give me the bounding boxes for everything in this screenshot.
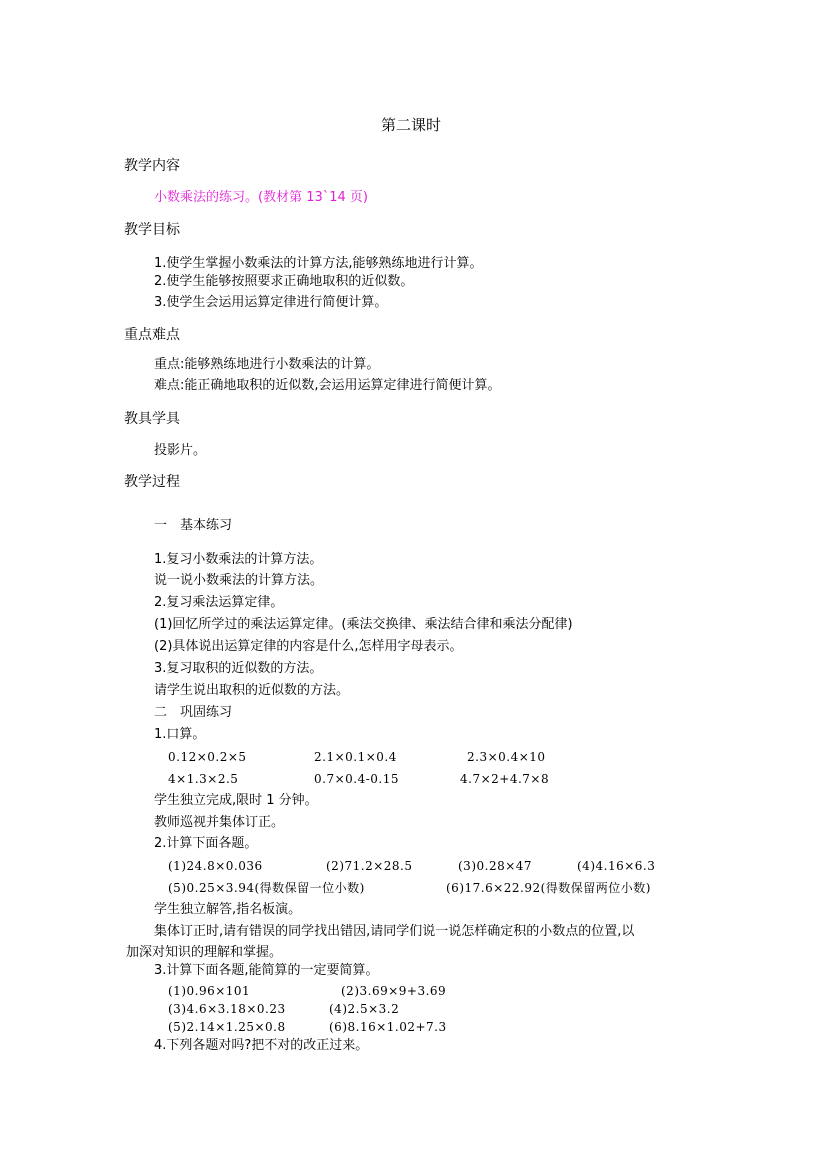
part1-line: (2)具体说出运算定律的内容是什么,怎样用字母表示。 xyxy=(154,639,463,654)
tools-text: 投影片。 xyxy=(154,443,207,458)
part1-line: 2.复习乘法运算定律。 xyxy=(154,595,284,610)
oral-expression: 2.1×0.1×0.4 xyxy=(314,750,397,764)
calc-expression: (4)4.16×6.3 xyxy=(577,859,656,873)
oral-note: 学生独立完成,限时 1 分钟。 xyxy=(154,793,318,808)
simple-expression: (5)2.14×1.25×0.8 xyxy=(168,1020,286,1034)
focus-item: 难点:能正确地取积的近似数,会运用运算定律进行简便计算。 xyxy=(154,378,501,393)
heading-tools: 教具学具 xyxy=(124,411,180,427)
check-label: 4.下列各题对吗?把不对的改正过来。 xyxy=(154,1038,369,1053)
part1-line: 3.复习取积的近似数的方法。 xyxy=(154,661,323,676)
goal-item: 2.使学生能够按照要求正确地取积的近似数。 xyxy=(154,274,414,289)
oral-note: 教师巡视并集体订正。 xyxy=(154,815,285,830)
simple-expression: (6)8.16×1.02+7.3 xyxy=(329,1020,447,1034)
simple-expression: (2)3.69×9+3.69 xyxy=(341,984,447,998)
part2-heading: 二 巩固练习 xyxy=(154,705,233,720)
calc-expression: (2)71.2×28.5 xyxy=(326,859,413,873)
simple-expression: (1)0.96×101 xyxy=(168,984,251,998)
calc-expression: (1)24.8×0.036 xyxy=(168,859,263,873)
oral-expression: 4×1.3×2.5 xyxy=(168,772,239,786)
paragraph-line: 加深对知识的理解和掌握。 xyxy=(126,945,283,960)
heading-focus: 重点难点 xyxy=(124,327,180,343)
content-text: 小数乘法的练习。(教材第 13`14 页) xyxy=(154,190,368,205)
goal-item: 3.使学生会运用运算定律进行简便计算。 xyxy=(154,295,388,310)
focus-item: 重点:能够熟练地进行小数乘法的计算。 xyxy=(154,357,380,372)
oral-expression: 2.3×0.4×10 xyxy=(467,750,546,764)
part1-line: 说一说小数乘法的计算方法。 xyxy=(154,573,324,588)
page-title: 第二课时 xyxy=(381,116,442,134)
calc-note: 学生独立解答,指名板演。 xyxy=(154,902,302,917)
simple-expression: (3)4.6×3.18×0.23 xyxy=(168,1002,286,1016)
goal-item: 1.使学生掌握小数乘法的计算方法,能够熟练地进行计算。 xyxy=(154,256,483,271)
simple-label: 3.计算下面各题,能简算的一定要简算。 xyxy=(154,963,379,978)
calc-label: 2.计算下面各题。 xyxy=(154,836,258,851)
part1-line: (1)回忆所学过的乘法运算定律。(乘法交换律、乘法结合律和乘法分配律) xyxy=(154,617,573,632)
calc-expression: (5)0.25×3.94(得数保留一位小数) xyxy=(168,881,365,895)
part1-line: 请学生说出取积的近似数的方法。 xyxy=(154,683,350,698)
heading-content: 教学内容 xyxy=(124,158,180,174)
paragraph-line: 集体订正时,请有错误的同学找出错因,请同学们说一说怎样确定积的小数点的位置,以 xyxy=(154,924,635,939)
oral-expression: 0.7×0.4-0.15 xyxy=(314,772,399,786)
simple-expression: (4)2.5×3.2 xyxy=(329,1002,400,1016)
heading-process: 教学过程 xyxy=(124,474,180,490)
calc-expression: (3)0.28×47 xyxy=(458,859,533,873)
part1-line: 1.复习小数乘法的计算方法。 xyxy=(154,552,323,567)
oral-expression: 4.7×2+4.7×8 xyxy=(460,772,550,786)
oral-expression: 0.12×0.2×5 xyxy=(168,750,247,764)
oral-label: 1.口算。 xyxy=(154,727,206,742)
calc-expression: (6)17.6×22.92(得数保留两位小数) xyxy=(446,881,651,895)
part1-heading: 一 基本练习 xyxy=(154,518,233,533)
heading-goals: 教学目标 xyxy=(124,222,180,238)
